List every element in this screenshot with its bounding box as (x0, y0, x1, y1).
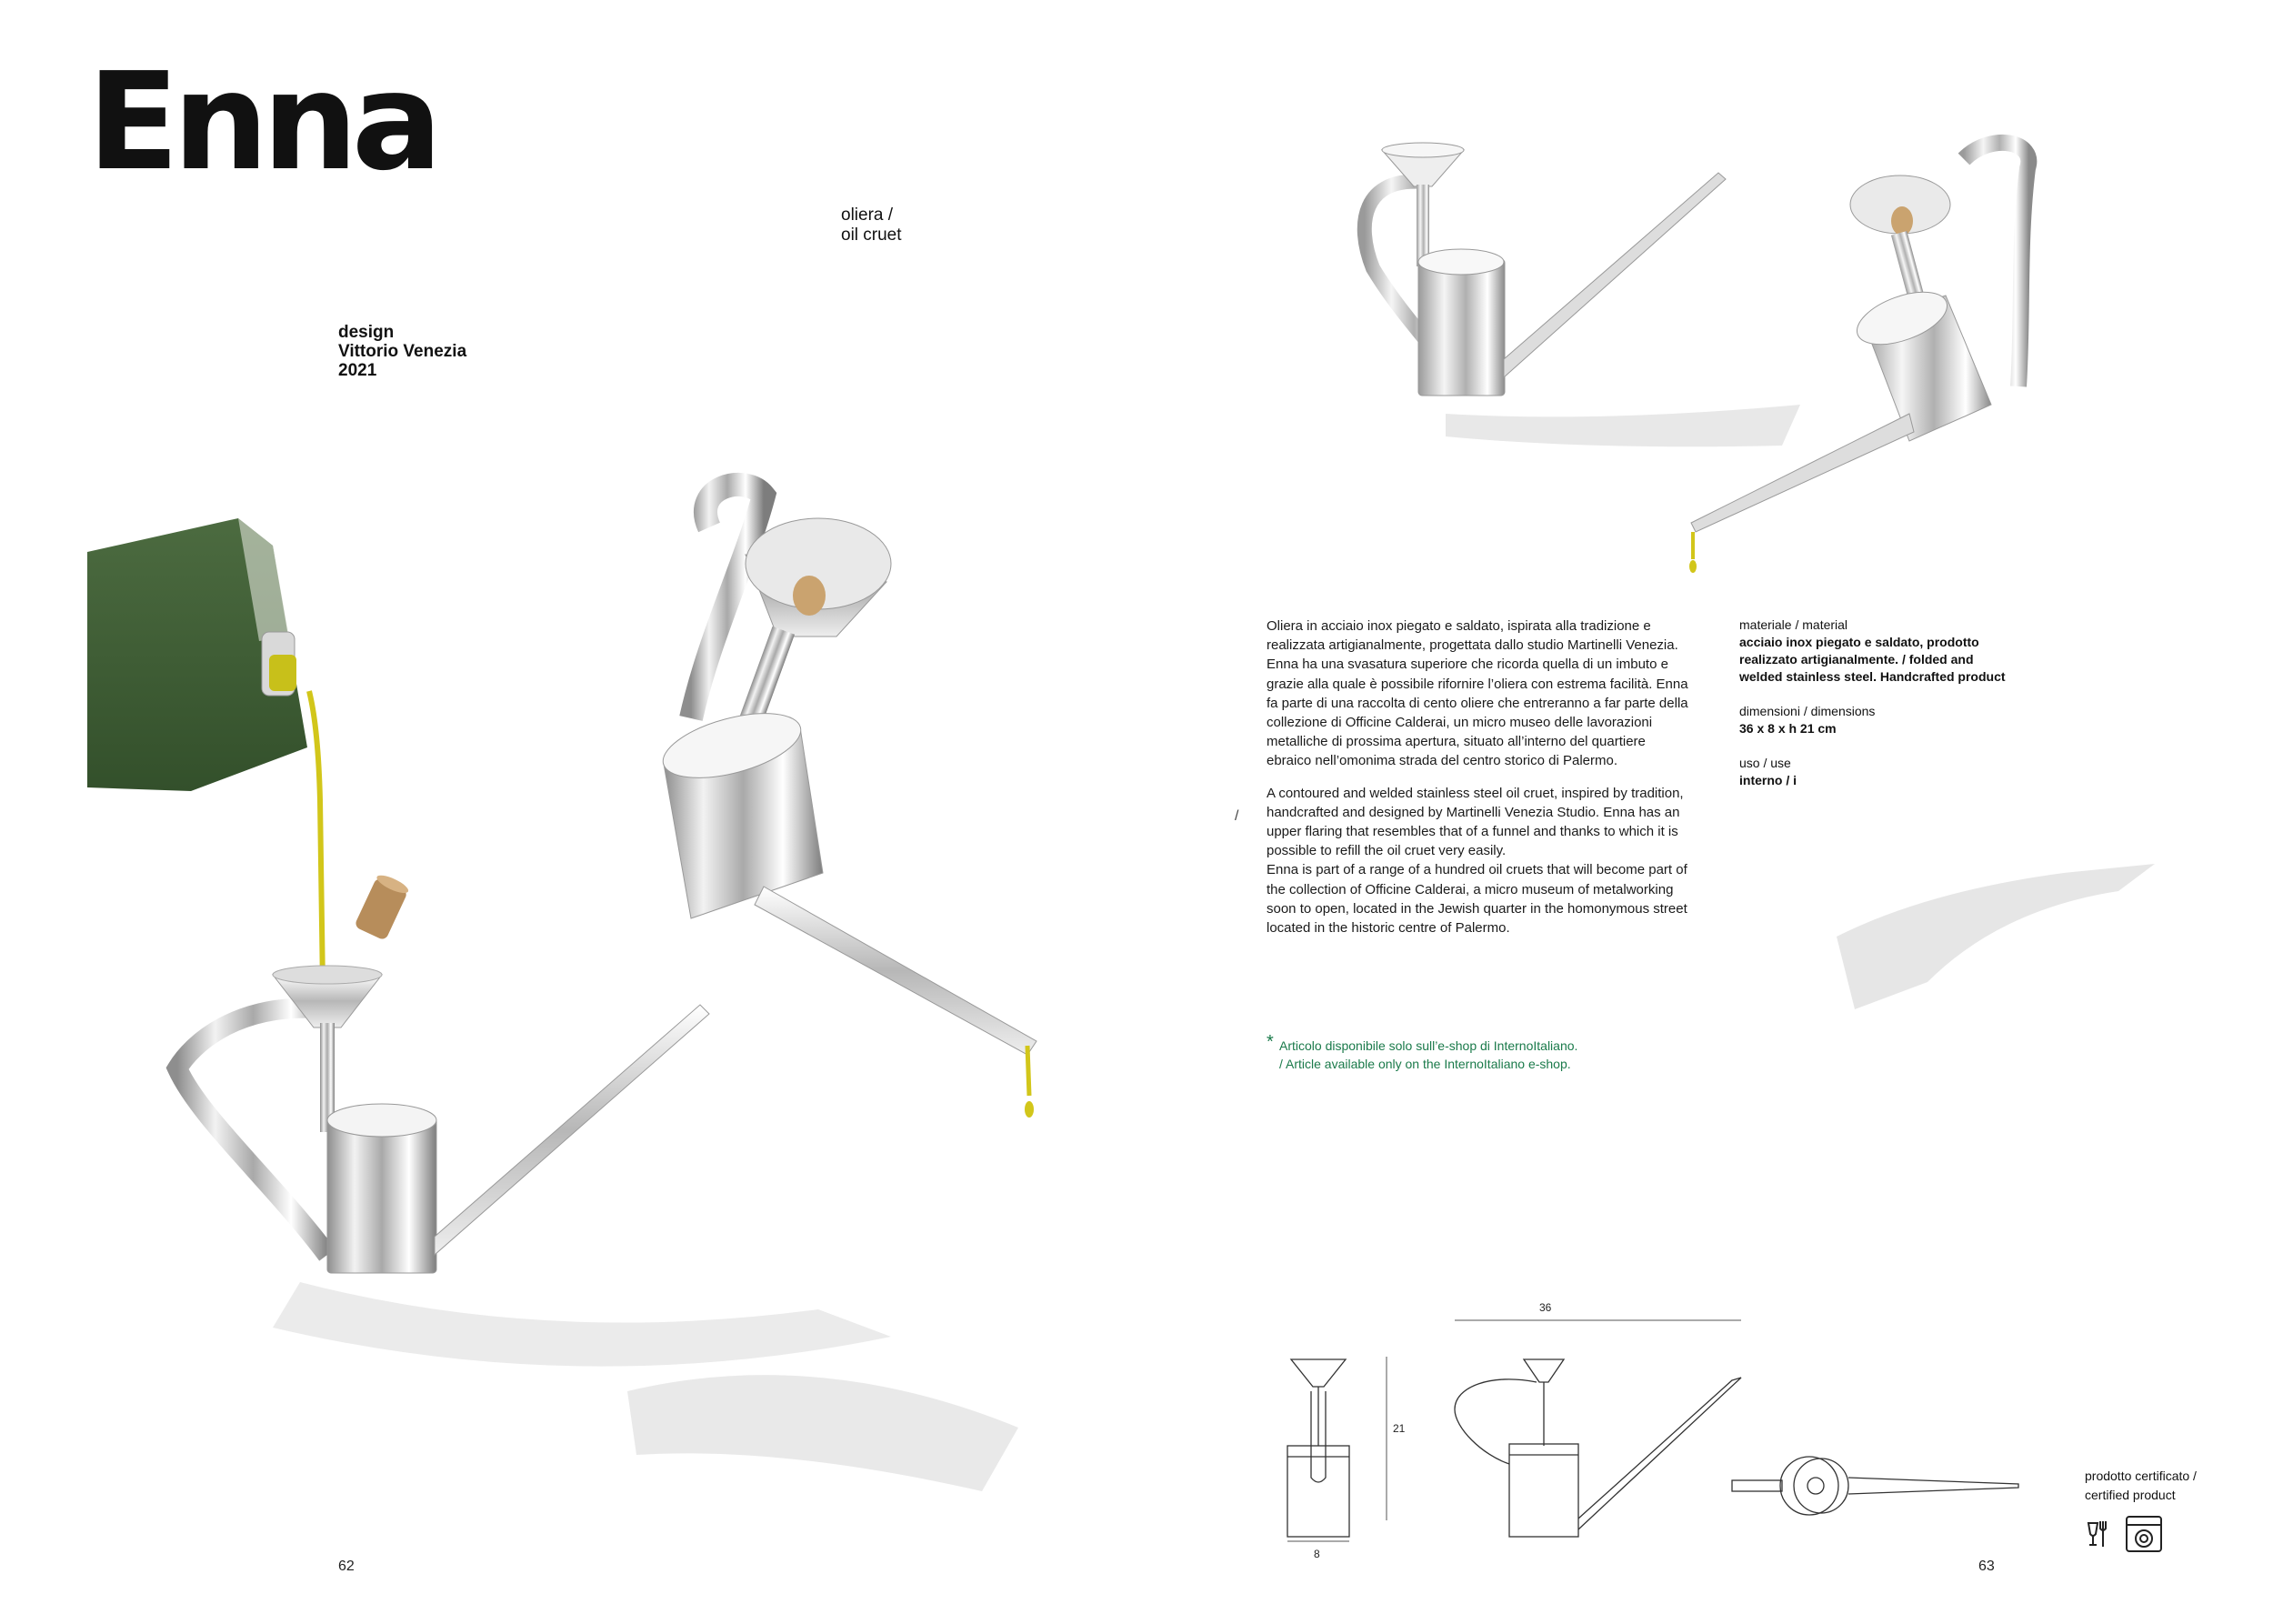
certification-line-en: certified product (2085, 1488, 2176, 1502)
spec-use-value: interno / i (1739, 773, 1797, 787)
spec-use (1739, 755, 2012, 789)
design-year: 2021 (338, 361, 377, 380)
drawing-top-view (1732, 1457, 2018, 1515)
spec-material-label: materiale / material (1739, 617, 1848, 632)
spec-dimensions-label: dimensioni / dimensions (1739, 704, 1876, 718)
spec-material (1739, 617, 2012, 686)
dim-height-label: 21 (1393, 1422, 1406, 1435)
product-photos (1273, 132, 2146, 586)
certification (2085, 1467, 2197, 1505)
spec-dimensions (1739, 703, 2012, 737)
cork (354, 872, 410, 941)
dim-width-label: 36 (1539, 1301, 1552, 1314)
dim-depth-label: 8 (1314, 1548, 1320, 1560)
page-number-right: 63 (1978, 1559, 1995, 1574)
dishwasher-safe-icon (2127, 1517, 2161, 1551)
description-en-1: A contoured and welded stainless steel oil cruet, inspired by tradition, handcrafted and designed by Martinelli Venezia Studio. Enna has an upper flaring that resembles that of a funnel and thanks to which it is possible to refill the oil cruet very easily. (1267, 785, 1684, 859)
oil-stream (309, 691, 323, 987)
page-number-left: 62 (338, 1559, 355, 1574)
photo-side-view (1365, 143, 1800, 446)
cruet-bottom (177, 966, 709, 1273)
spec-material-value: acciaio inox piegato e saldato, prodotto realizzato artigianalmente. / folded and welded stainless steel. Handcrafted product (1739, 635, 2006, 684)
product-type-en: oil cruet (841, 226, 902, 245)
cruet-floating (656, 485, 1036, 1118)
food-safe-icon (2088, 1521, 2106, 1547)
note-line-en: / Article available only on the InternoItaliano e-shop. (1279, 1057, 1571, 1071)
description-en-2: Enna is part of a range of a hundred oil cruets that will become part of the collection of Officine Calderai, a micro museum of metalworking soon to open, located in the Jewish quarter in the homonymous street located in the historic centre of Palermo. (1267, 862, 1687, 937)
certification-icons (2085, 1514, 2167, 1555)
technical-drawings (1264, 1291, 2037, 1564)
specifications (1739, 617, 2012, 807)
drawing-side-view (1455, 1320, 1741, 1537)
spec-dimensions-value: 36 x 8 x h 21 cm (1739, 721, 1837, 736)
certification-line-it: prodotto certificato / (2085, 1469, 2197, 1483)
availability-note (1267, 1032, 1578, 1073)
description (1267, 617, 1694, 937)
product-type-it: oliera / (841, 206, 894, 225)
spec-use-label: uso / use (1739, 756, 1791, 770)
product-title: Enna (87, 44, 436, 200)
photo-tilted-view (1689, 143, 2028, 573)
drawing-front-view (1287, 1357, 1387, 1541)
shadow-decoration (1818, 855, 2182, 1018)
designer-name: Vittorio Venezia (338, 342, 467, 361)
description-it: Oliera in acciaio inox piegato e saldato, ispirata alla tradizione e realizzata artigianalmente, progettata dallo studio Martinelli Venezia. Enna ha una svasatura superiore che ricorda quella di un imbuto e grazie alla quale è possibile rifornire l’oliera con estrema facilità. Enna fa parte di una raccolta di cento oliere che entreranno a far parte della collezione di Officine Calderai, un micro museo delle lavorazioni metalliche di prossima apertura, situato all’interno del quartiere ebraico nell’omonima strada del centro storico di Palermo. (1267, 618, 1688, 769)
language-separator: / (1235, 808, 1239, 824)
design-label: design (338, 323, 395, 342)
note-line-it: Articolo disponibile solo sull’e-shop di InternoItaliano. (1279, 1038, 1578, 1053)
note-asterisk: * (1267, 1032, 1274, 1052)
oil-can (87, 518, 307, 791)
